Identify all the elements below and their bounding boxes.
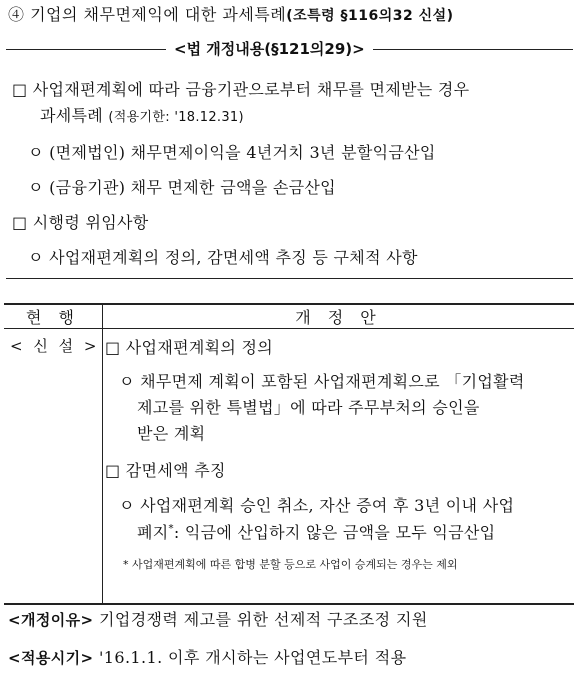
revision-reason-label: <개정이유> [8,611,94,629]
section-heading-reference: (조특령 §116의32 신설) [286,8,454,24]
section-heading-title: ④ 기업의 채무면제익에 대한 과세특례 [8,5,287,24]
proposed-definition-line-1: ㅇ 채무면제 계획이 포함된 사업재편계획으로 「기업활력 [119,372,525,391]
revision-line-1: □ 사업재편계획에 따라 금융기관으로부터 채무를 면제받는 경우 [12,80,470,99]
proposed-item-recapture: □ 감면세액 추징 [105,461,226,480]
footnote-marker: * [168,523,174,535]
revision-line-2-text: 과세특례 [40,106,104,125]
revision-line-2 [40,103,244,126]
revision-reason-text: 기업경쟁력 제고를 위한 선제적 구조조정 지원 [93,610,428,629]
proposed-recapture-closure: 폐지 [137,523,169,542]
effective-date-text: '16.1.1. 이후 개시하는 사업연도부터 적용 [93,648,407,667]
effective-date [8,645,407,668]
revision-summary-box [6,40,573,279]
current-new-label: < 신 설 > [10,337,100,355]
header-current: 현 행 [4,304,103,329]
current-cell [4,329,103,605]
proposed-definition-line-3: 받은 계획 [137,424,206,443]
revision-line-6: ㅇ 사업재편계획의 정의, 감면세액 추징 등 구체적 사항 [28,248,418,267]
revision-line-2-note: (적용기한: '18.12.31) [108,110,244,125]
header-proposed: 개 정 안 [103,304,575,329]
revision-box-title: <법 개정내용(§121의29)> [166,38,373,59]
revision-line-4: ㅇ (금융기관) 채무 면제한 금액을 손금산입 [28,178,336,197]
revision-line-3: ㅇ (면제법인) 채무면제이익을 4년거치 3년 분할익금산입 [28,143,436,162]
comparison-table [4,303,574,605]
table-header-row [4,304,574,329]
revision-line-5: □ 시행령 위임사항 [12,213,149,232]
proposed-item-definition: □ 사업재편계획의 정의 [105,338,273,357]
section-heading [8,2,454,25]
revision-reason [8,607,428,630]
effective-date-label: <적용시기> [8,649,94,667]
proposed-recapture-rest: : 익금에 산입하지 않은 금액을 모두 익금산입 [173,523,496,542]
proposed-footnote: * 사업재편계획에 따른 합병 분할 등으로 사업이 승계되는 경우는 제외 [123,558,458,571]
proposed-cell [103,329,575,605]
table-row [4,329,574,605]
proposed-definition-line-2: 제고를 위한 특별법」에 따라 주무부처의 승인을 [137,398,480,417]
proposed-recapture-line-1: ㅇ 사업재편계획 승인 취소, 자산 증여 후 3년 이내 사업 [119,496,515,515]
proposed-recapture-line-2 [137,520,495,543]
